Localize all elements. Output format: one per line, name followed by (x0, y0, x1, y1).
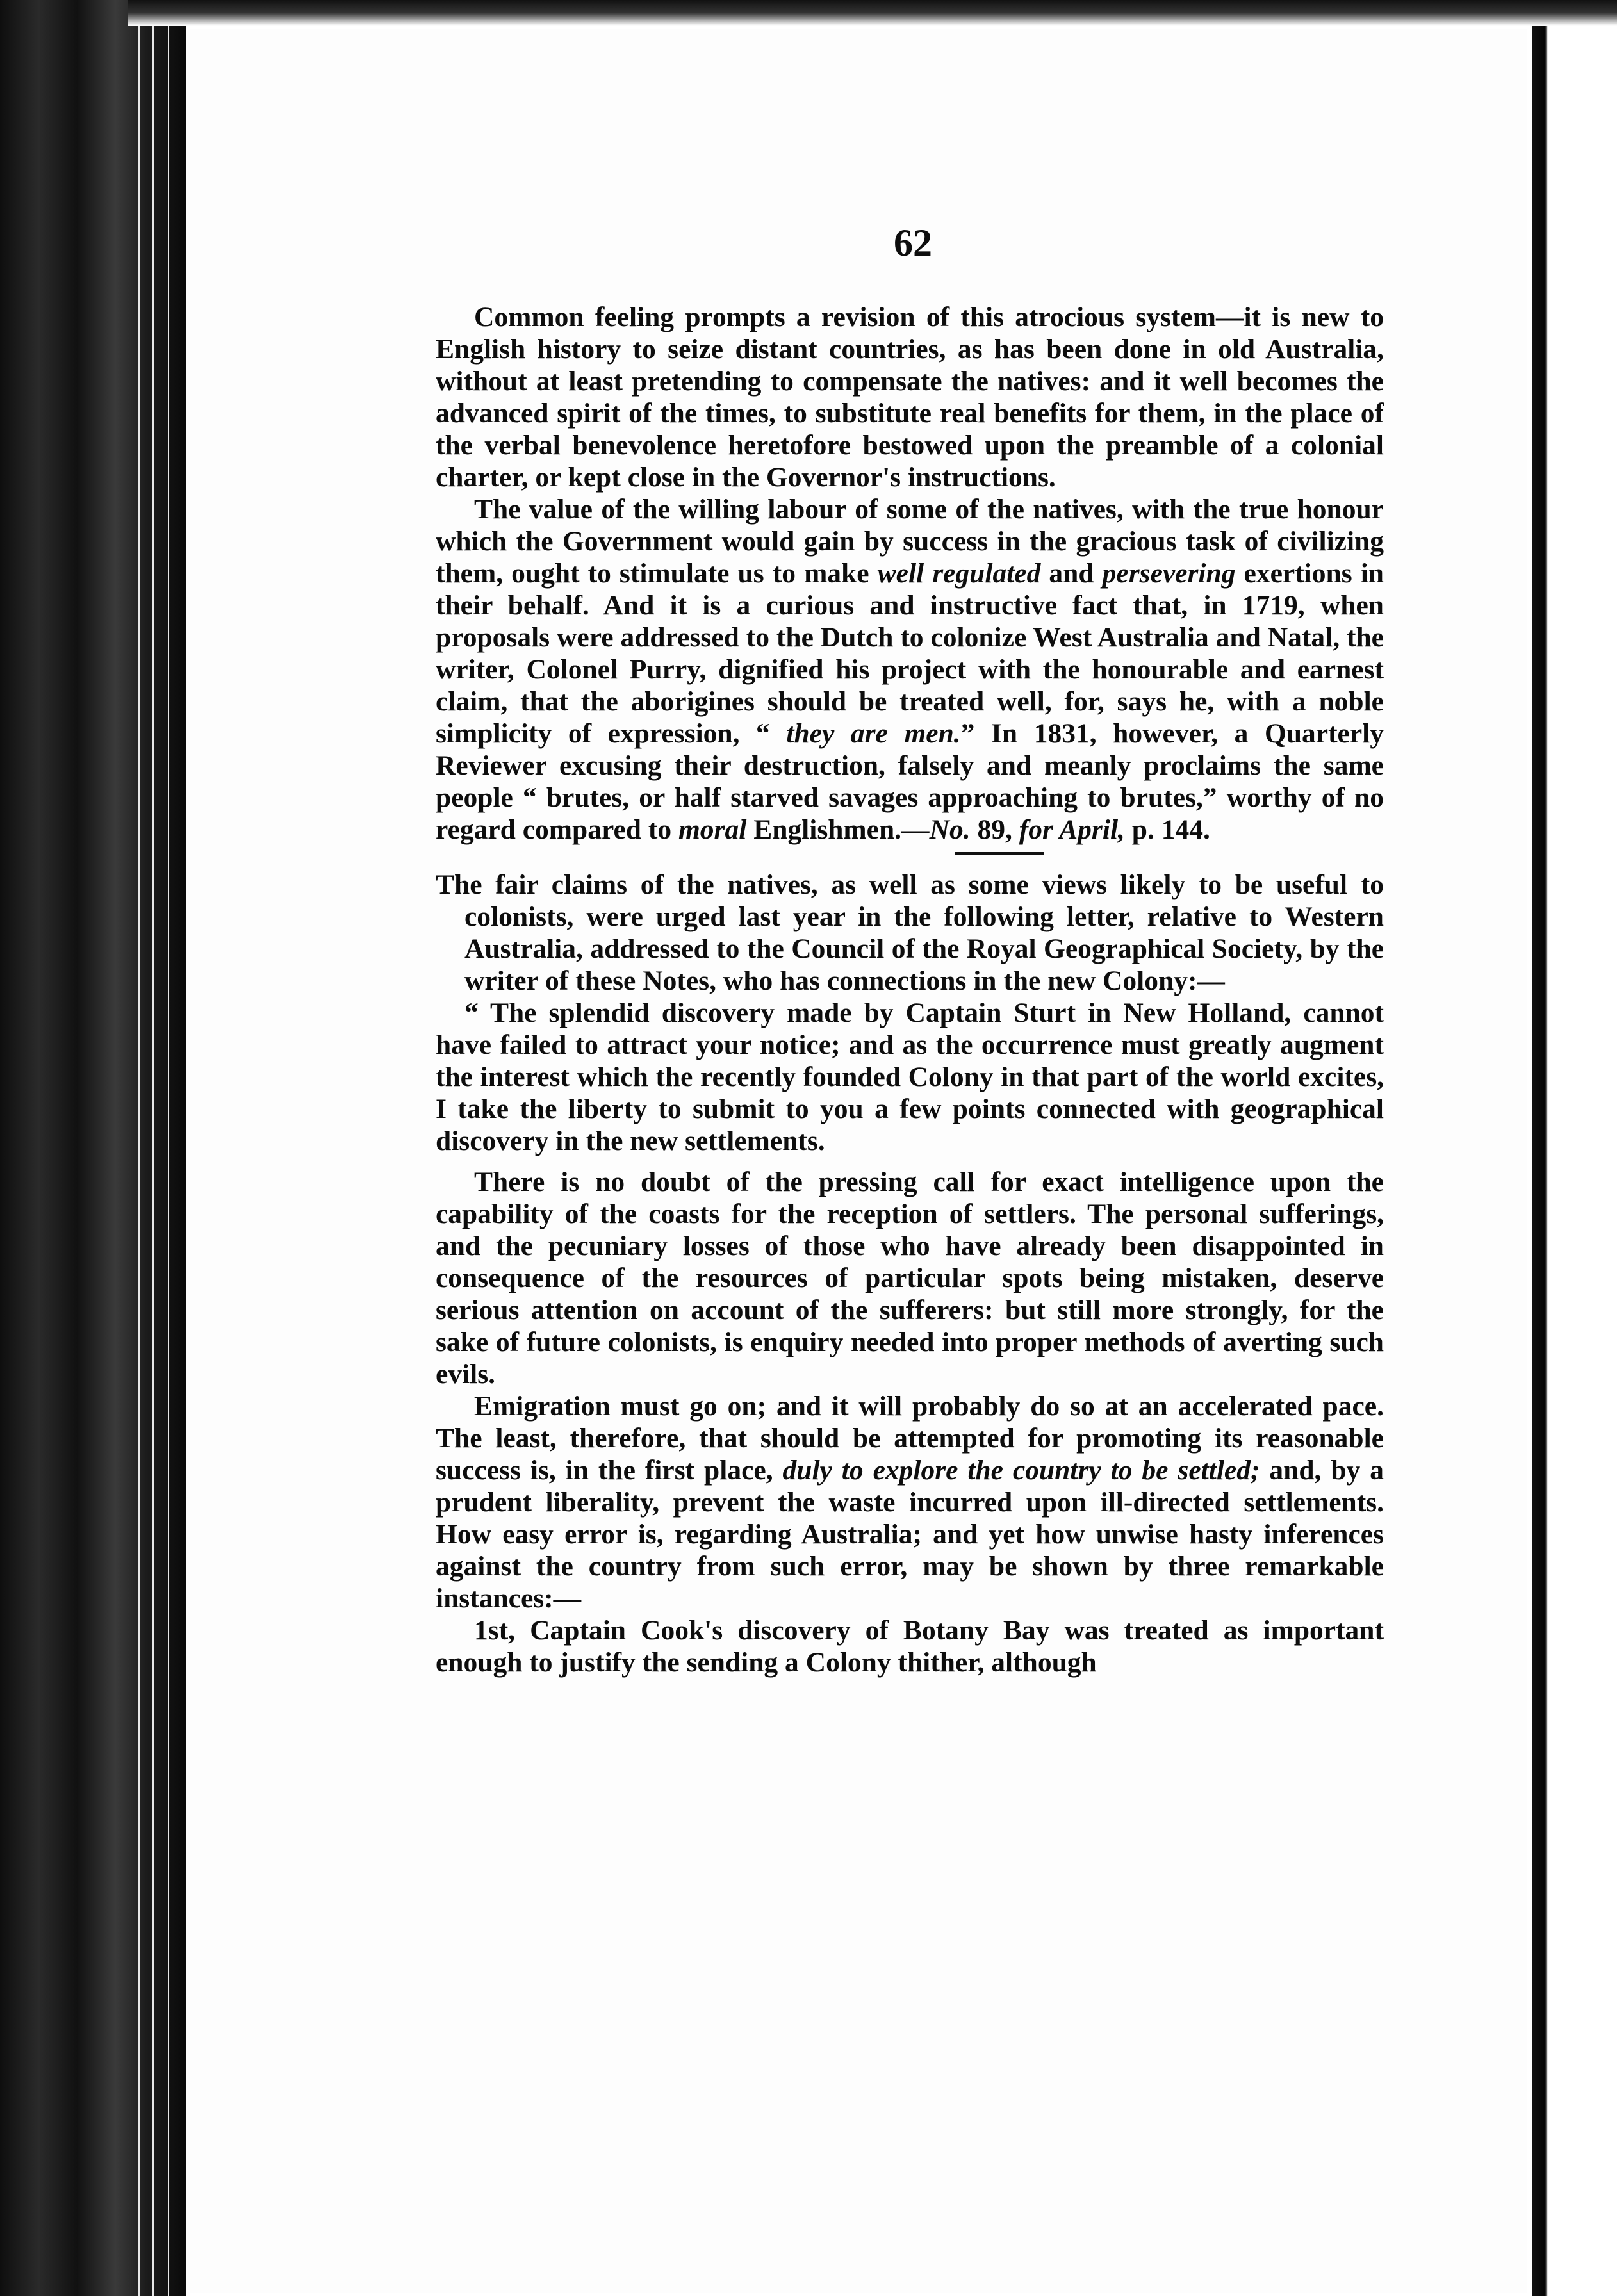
page-top-edge (128, 0, 1617, 26)
paragraph-letter-opening (436, 997, 1384, 1157)
italic-text: for April, (1019, 814, 1125, 845)
text-run: The value of the willing labour of some of the natives, with the true honour which the Government would gain by success in the gracious task of civilizing them, ought to stimulate us to make (436, 494, 1384, 589)
text-run: p. 144. (1124, 814, 1210, 845)
text-run: Englishmen.— (746, 814, 930, 845)
text-run: ” In 1831, however, a Quarterly Reviewer excusing their destruction, falsely and meanly proclaims the same people “ brutes, or half starved savages approaching to brutes,” worthy of no regard compared to (436, 718, 1384, 845)
text-run: “ The splendid discovery made by Captain Sturt in New Holland, cannot have failed to attract your notice; and as the occurrence must greatly augment the interest which the recently founded Colony in that part of the world excites, I take the liberty to submit to you a few points connected with geographical discovery in the new settlements. (436, 997, 1384, 1156)
page-number: 62 (894, 222, 932, 264)
italic-text: well regulated (877, 558, 1041, 589)
italic-text: moral (678, 814, 747, 845)
body-text (436, 301, 1384, 1678)
text-run: 89, (970, 814, 1019, 845)
section-divider (955, 852, 1044, 855)
text-run: There is no doubt of the pressing call for exact intelligence upon the capability of the coasts for the reception of settlers. The personal sufferings, and the pecuniary losses of those who have already been disappointed in consequence of the resources of particular spots being mistaken, deserve serious attention on account of the sufferers: but still more strongly, for the sake of future colonists, is enquiry needed into proper methods of averting such evils. (436, 1167, 1384, 1390)
book-binding-left (0, 0, 186, 2296)
text-run: Emigration must go on; and it will probably do so at an accelerated pace. The least, therefore, that should be attempted for promoting its reasonable success is, in the first place, (436, 1391, 1384, 1486)
paragraph-common-feeling (436, 301, 1384, 493)
book-binding-right (1532, 26, 1617, 2296)
italic-text: duly to explore the country to be settled; (782, 1455, 1260, 1486)
paragraph-fair-claims (436, 869, 1384, 997)
text-run: and (1040, 558, 1103, 589)
italic-text: persevering (1102, 558, 1236, 589)
italic-text: they are men. (786, 718, 961, 749)
paragraph-captain-cook (436, 1614, 1384, 1678)
paragraph-willing-labour (436, 493, 1384, 846)
text-run: Common feeling prompts a revision of this atrocious system—it is new to English history to seize distant countries, as has been done in old Australia, without at least pretending to compensate the natives: and it well becomes the advanced spirit of the times, to substitute real benefits for them, in the place of the verbal benevolence heretofore bestowed upon the preamble of a colonial charter, or kept close in the Governor's instructions. (436, 302, 1384, 493)
text-run: and, by a prudent liberality, prevent the waste incurred upon ill-directed settlements. How easy error is, regarding Australia; and yet how unwise hasty inferences against the country from such error, may be shown by three remarkable instances:— (436, 1455, 1384, 1614)
paragraph-emigration (436, 1390, 1384, 1614)
italic-text: No. (929, 814, 971, 845)
paragraph-pressing-call (436, 1166, 1384, 1390)
text-run: exertions in their behalf. And it is a curious and instructive fact that, in 1719, when proposals were addressed to the Dutch to colonize West Australia and Natal, the writer, Colonel Purry, dignified his project with the honourable and earnest claim, that the aborigines should be treated well, for, says he, with a noble simplicity of expression, “ (436, 558, 1384, 749)
text-run: The fair claims of the natives, as well as some views likely to be useful to colonists, were urged last year in the following letter, relative to Western Australia, addressed to the Council of the Royal Geographical Society, by the writer of these Notes, who has connections in the new Colony:— (436, 869, 1384, 996)
text-run: 1st, Captain Cook's discovery of Botany Bay was treated as important enough to justify the sending a Colony thither, although (436, 1615, 1384, 1678)
